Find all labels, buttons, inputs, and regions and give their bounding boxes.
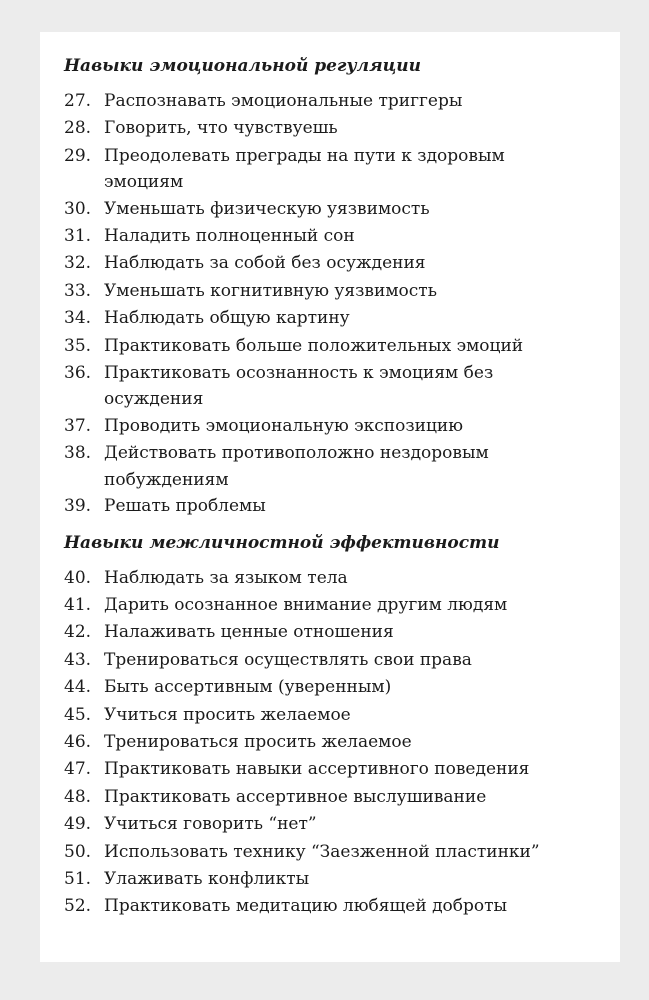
item-number: 29. [64,145,92,166]
item-text: Дарить осознанное внимание другим людям [104,594,508,615]
item-number: 31. [64,226,92,247]
item-text: Распознавать эмоциональные триггеры [104,91,463,111]
item-number: 50. [64,841,92,862]
item-number: 30. [64,198,92,219]
list-item [64,305,604,332]
item-text: Наладить полноценный сон [104,226,355,247]
list-item [64,729,604,756]
list-item [64,565,604,592]
item-number: 49. [64,814,92,835]
item-text: Учиться просить желаемое [104,704,351,725]
item-text: Тренироваться просить желаемое [104,731,412,752]
item-text: Уменьшать когнитивную уязвимость [104,280,437,301]
list-item [64,493,604,520]
item-number: 40. [64,567,92,588]
item-number: 35. [64,335,92,356]
item-number: 38. [64,443,92,464]
page-content [64,54,604,921]
item-text [104,360,604,413]
item-number: 44. [64,677,92,698]
list-item [64,196,604,223]
item-text: Уменьшать физическую уязвимость [104,198,430,219]
list-item [64,88,604,115]
item-text: Улаживать конфликты [104,868,310,889]
item-number: 27. [64,91,92,111]
list-item [64,647,604,674]
item-text: Тренироваться осуществлять свои права [104,649,472,670]
list-item [64,278,604,305]
item-text [104,440,604,493]
list-item [64,115,604,142]
item-number: 48. [64,786,92,807]
list-item [64,839,604,866]
item-text: Использовать технику “Заезженной пластинки” [104,841,540,862]
item-text-line: побуждениям [104,469,229,490]
section-title-emotion-regulation: Навыки эмоциональной регуляции [64,56,421,76]
list-item [64,756,604,783]
list-item [64,674,604,701]
item-text: Налаживать ценные отношения [104,622,394,643]
item-number: 28. [64,118,92,139]
item-number: 43. [64,649,92,670]
item-text-line: Практиковать осознанность к эмоциям без [104,363,494,384]
list-item [64,619,604,646]
list-item [64,250,604,277]
item-number: 41. [64,594,92,615]
item-text-line: Действовать противоположно нездоровым [104,443,489,464]
item-number: 34. [64,308,92,329]
list-item [64,440,604,493]
item-number: 32. [64,253,92,274]
item-text: Практиковать навыки ассертивного поведения [104,759,530,780]
list-item [64,702,604,729]
item-text: Практиковать медитацию любящей доброты [104,896,508,917]
item-text [104,143,604,196]
skills-list-interpersonal-effectiveness [64,565,604,921]
list-item [64,866,604,893]
item-text: Практиковать ассертивное выслушивание [104,786,487,807]
section-title-interpersonal-effectiveness: Навыки межличностной эффективности [64,532,500,553]
list-item [64,333,604,360]
book-page [40,32,620,962]
list-item [64,811,604,838]
item-text-line: эмоциям [104,172,184,193]
skills-list-emotion-regulation [64,88,604,521]
item-number: 47. [64,759,92,780]
list-item [64,223,604,250]
item-text-line: Преодолевать преграды на пути к здоровым [104,145,505,166]
item-text-line: осуждения [104,389,204,410]
item-number: 33. [64,280,92,301]
item-text: Проводить эмоциональную экспозицию [104,415,464,436]
item-text: Решать проблемы [104,496,266,517]
item-text: Учиться говорить “нет” [104,814,317,835]
item-number: 37. [64,415,92,436]
item-number: 46. [64,731,92,752]
list-item [64,360,604,413]
item-number: 39. [64,496,92,517]
item-text: Наблюдать за собой без осуждения [104,253,426,274]
item-text: Наблюдать за языком тела [104,567,348,588]
list-item [64,413,604,440]
list-item [64,592,604,619]
item-text: Быть ассертивным (уверенным) [104,677,392,698]
item-number: 36. [64,363,92,384]
item-number: 45. [64,704,92,725]
item-text: Наблюдать общую картину [104,308,350,329]
item-number: 52. [64,896,92,917]
item-number: 51. [64,868,92,889]
item-number: 42. [64,622,92,643]
item-text: Говорить, что чувствуешь [104,118,338,139]
item-text: Практиковать больше положительных эмоций [104,335,524,356]
list-item [64,784,604,811]
list-item [64,893,604,920]
list-item [64,143,604,196]
